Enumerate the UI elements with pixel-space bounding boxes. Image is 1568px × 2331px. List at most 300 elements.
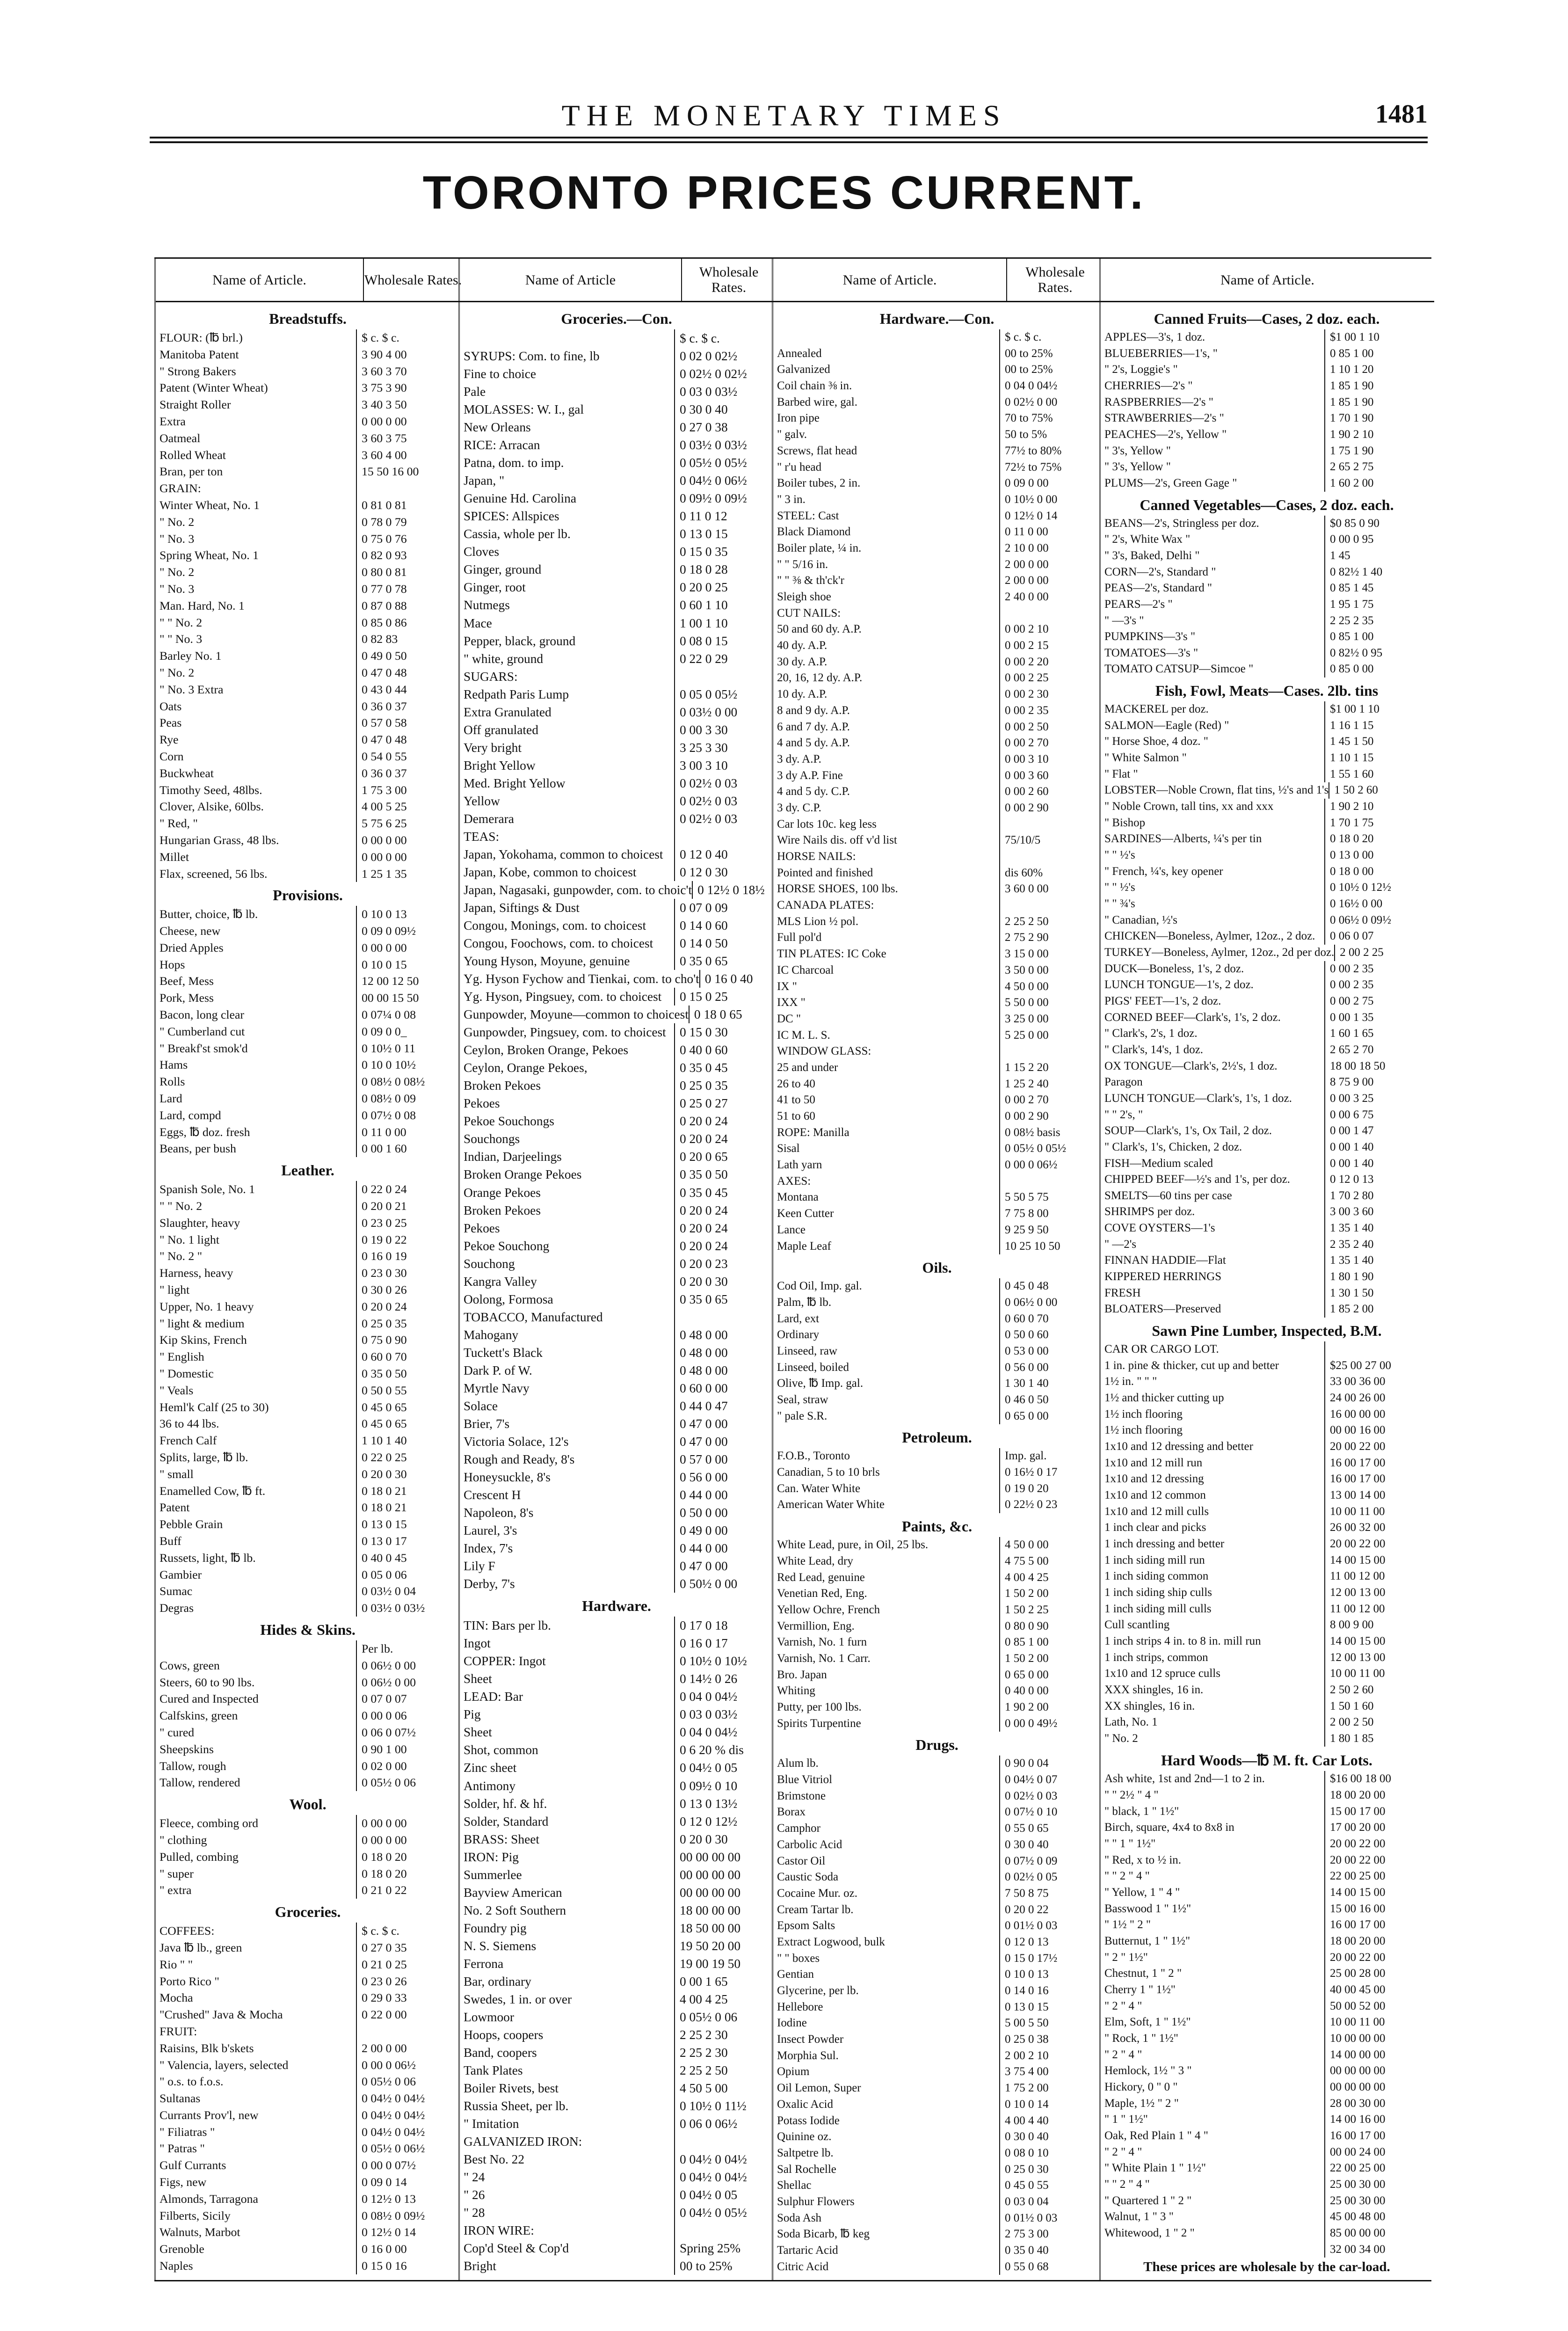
section-title: Groceries. <box>275 1903 341 1921</box>
wholesale-rate: 0 12 0 40 <box>674 845 773 863</box>
price-row <box>773 2243 1101 2259</box>
wholesale-rate: 0 47 0 00 <box>674 1433 773 1450</box>
wholesale-rate: 0 55 0 65 <box>999 1821 1101 1837</box>
wholesale-rate: 1 60 2 00 <box>1324 475 1433 492</box>
wholesale-rate: $0 85 0 90 <box>1324 516 1433 532</box>
wholesale-rate: 12 00 13 00 <box>1324 1585 1433 1601</box>
article-name: Ceylon, Broken Orange, Pekoes <box>464 1043 628 1057</box>
price-row <box>773 2015 1101 2032</box>
price-row <box>1101 1204 1433 1220</box>
article-name: Walnuts, Marbot <box>160 2225 240 2239</box>
wholesale-rate: 18 00 20 00 <box>1324 1787 1433 1804</box>
price-row <box>1101 1933 1433 1950</box>
article-name: CANADA PLATES: <box>777 899 874 912</box>
price-row <box>156 1231 460 1248</box>
price-row <box>156 956 460 973</box>
wholesale-rate: 25 00 28 00 <box>1324 1966 1433 1982</box>
article-name: " o.s. to f.o.s. <box>160 2075 224 2089</box>
price-row <box>1101 945 1433 961</box>
wholesale-rate: 0 06½ 0 00 <box>356 1674 460 1691</box>
wholesale-rate: 0 65 0 00 <box>999 1667 1101 1683</box>
article-name: Lowmoor <box>464 2010 514 2024</box>
wholesale-rate: 20 00 22 00 <box>1324 1852 1433 1869</box>
price-row <box>460 1759 773 1777</box>
article-name: Bright Yellow <box>464 758 536 772</box>
article-name: Japan, Nagasaki, gunpowder, com. to choic't <box>464 882 692 897</box>
article-name: 4 and 5 dy. A.P. <box>777 736 850 750</box>
wholesale-rate: 00 to 25% <box>999 362 1101 378</box>
article-name: Coil chain ⅜ in. <box>777 379 852 393</box>
price-row <box>773 508 1101 524</box>
wholesale-rate <box>674 668 773 685</box>
article-name: Barley No. 1 <box>160 649 222 663</box>
article-name: " 2's, White Wax " <box>1104 533 1191 546</box>
article-name: Mace <box>464 616 492 630</box>
wholesale-rate: 16 00 00 00 <box>1324 1406 1433 1423</box>
price-row <box>1101 1253 1433 1269</box>
wholesale-rate: 1 75 1 90 <box>1324 443 1433 459</box>
article-name: Pekoes <box>464 1221 500 1235</box>
wholesale-rate: 00 00 00 00 <box>1324 2079 1433 2096</box>
wholesale-rate: 0 30 0 26 <box>356 1282 460 1298</box>
wholesale-rate: 2 25 2 30 <box>674 2026 773 2044</box>
wholesale-rate: 0 50½ 0 00 <box>674 1575 773 1593</box>
price-row <box>773 816 1101 833</box>
price-row <box>1101 1341 1433 1358</box>
article-name: " No. 3 <box>160 532 195 546</box>
article-name: Can. Water White <box>777 1482 861 1495</box>
price-row <box>1101 1220 1433 1237</box>
article-name <box>156 1640 356 1657</box>
price-row <box>156 1849 460 1865</box>
wholesale-rate: 1 75 2 00 <box>999 2080 1101 2097</box>
wholesale-rate: 2 00 2 50 <box>1324 1714 1433 1731</box>
article-name: Japan, Yokohama, common to choicest <box>464 847 663 861</box>
wholesale-rate: 0 57 0 58 <box>356 714 460 731</box>
article-name: Extract Logwood, bulk <box>777 1935 885 1948</box>
wholesale-rate: 0 85 0 86 <box>356 614 460 631</box>
article-name: Cod Oil, Imp. gal. <box>777 1280 862 1293</box>
price-row <box>773 832 1101 849</box>
article-name: FISH—Medium scaled <box>1104 1157 1213 1170</box>
price-row <box>156 480 460 497</box>
article-name: " No. 1 light <box>160 1232 219 1246</box>
wholesale-rate: 0 00 0 00 <box>356 940 460 956</box>
price-row <box>1101 629 1433 645</box>
article-name: American Water White <box>777 1498 885 1511</box>
price-row <box>156 765 460 782</box>
article-name: FLOUR: (℔ brl.) <box>160 331 243 344</box>
article-name: " 24 <box>464 2170 485 2185</box>
price-row <box>773 1683 1101 1699</box>
wholesale-rate: 2 25 2 35 <box>1324 613 1433 629</box>
price-row <box>1101 2096 1433 2112</box>
wholesale-rate: 0 07 0 07 <box>356 1690 460 1707</box>
wholesale-rate: 0 10 0 13 <box>999 1967 1101 1983</box>
wholesale-rate: 0 11 0 00 <box>999 524 1101 540</box>
article-name: Sheet <box>464 1672 492 1686</box>
wholesale-rate: 00 to 25% <box>674 2257 773 2275</box>
article-name: IC Charcoal <box>777 963 834 976</box>
wholesale-rate: 32 00 34 00 <box>1324 2242 1433 2258</box>
wholesale-rate: 1 75 3 00 <box>356 782 460 799</box>
price-row <box>460 1741 773 1759</box>
article-name: Cassia, whole per lb. <box>464 527 571 541</box>
wholesale-rate: 1 90 2 00 <box>999 1699 1101 1716</box>
article-name: Pepper, black, ground <box>464 634 576 648</box>
wholesale-rate <box>674 2222 773 2239</box>
wholesale-rate <box>999 849 1101 865</box>
article-name: Filberts, Sicily <box>160 2208 231 2222</box>
wholesale-rate: 18 00 20 00 <box>1324 1933 1433 1950</box>
price-row <box>773 2064 1101 2080</box>
price-row <box>1101 2144 1433 2161</box>
article-name: Wire Nails dis. off v'd list <box>777 834 897 847</box>
price-row <box>460 1557 773 1575</box>
price-row <box>460 2097 773 2115</box>
wholesale-rate: 0 57 0 00 <box>674 1450 773 1468</box>
article-name: Almonds, Tarragona <box>160 2192 258 2206</box>
wholesale-rate: 0 01½ 0 03 <box>999 2210 1101 2227</box>
wholesale-rate: 20 00 22 00 <box>1324 1836 1433 1852</box>
article-name: Whiting <box>777 1684 815 1697</box>
wholesale-rate: 0 82 83 <box>356 631 460 648</box>
price-row <box>460 1219 773 1237</box>
article-name: Beef, Mess <box>160 974 214 988</box>
wholesale-rate: 0 85 1 00 <box>999 1634 1101 1651</box>
price-row <box>460 1450 773 1468</box>
article-name: " light <box>160 1283 190 1297</box>
article-name: Maple Leaf <box>777 1239 831 1253</box>
article-name: " extra <box>160 1883 192 1897</box>
wholesale-rate: 0 18 0 21 <box>356 1499 460 1516</box>
article-name: Yg. Hyson, Pingsuey, com. to choicest <box>464 990 662 1004</box>
article-name: Ordinary <box>777 1328 820 1341</box>
wholesale-rate: 0 15 0 35 <box>674 543 773 561</box>
article-name: Winter Wheat, No. 1 <box>160 498 260 512</box>
price-row <box>773 2032 1101 2048</box>
article-name: Off granulated <box>464 722 538 737</box>
article-name: Soda Bicarb, ℔ keg <box>777 2228 870 2241</box>
price-row <box>156 2073 460 2090</box>
price-row <box>773 378 1101 394</box>
wholesale-rate: 0 03 0 03½ <box>674 1705 773 1723</box>
wholesale-rate: 0 13 0 15 <box>999 1999 1101 2016</box>
price-row <box>460 2079 773 2097</box>
wholesale-rate: 0 04½ 0 07 <box>999 1772 1101 1788</box>
wholesale-rate: 2 65 2 75 <box>1324 459 1433 475</box>
article-name: Hungarian Grass, 48 lbs. <box>160 833 279 847</box>
wholesale-rate: 2 75 3 00 <box>999 2226 1101 2243</box>
wholesale-rate: 0 00 2 35 <box>1324 977 1433 993</box>
article-name: " White Salmon " <box>1104 751 1187 765</box>
article-name: Degras <box>160 1601 194 1615</box>
article-name: " Strong Bakers <box>160 364 236 378</box>
article-name: Congou, Foochows, com. to choicest <box>464 936 653 951</box>
wholesale-rate: 1 70 1 75 <box>1324 815 1433 831</box>
wholesale-rate: 1 90 2 10 <box>1324 427 1433 443</box>
wholesale-rate: 0 15 0 25 <box>674 988 773 1005</box>
wholesale-rate: 1 30 1 50 <box>1324 1285 1433 1302</box>
article-name: Keen Cutter <box>777 1207 834 1220</box>
wholesale-rate: 0 85 1 00 <box>1324 629 1433 645</box>
wholesale-rate: 0 60 0 70 <box>999 1311 1101 1327</box>
price-row <box>156 2124 460 2141</box>
wholesale-rate: 25 00 30 00 <box>1324 2193 1433 2209</box>
wholesale-rate: 2 25 2 30 <box>674 2044 773 2061</box>
wholesale-rate: 0 90 0 04 <box>999 1756 1101 1772</box>
wholesale-rate: 22 00 25 00 <box>1324 2160 1433 2177</box>
article-name: Lily F <box>464 1559 495 1573</box>
article-name: Canadian, 5 to 10 brls <box>777 1466 880 1479</box>
price-row <box>1101 1358 1433 1374</box>
article-name: Laurel, 3's <box>464 1523 517 1538</box>
wholesale-rate: 5 50 5 75 <box>999 1189 1101 1206</box>
article-name: " Veals <box>160 1383 194 1397</box>
article-name: Foundry pig <box>464 1921 527 1935</box>
article-name: White Lead, pure, in Oil, 25 lbs. <box>777 1538 929 1552</box>
wholesale-rate: 0 35 0 50 <box>356 1365 460 1382</box>
article-name: Eggs, ℔ doz. fresh <box>160 1125 250 1139</box>
article-name: BLOATERS—Preserved <box>1104 1303 1221 1316</box>
price-row <box>1101 329 1433 346</box>
wholesale-rate: 1 80 1 90 <box>1324 1269 1433 1285</box>
article-name: " cured <box>160 1725 195 1739</box>
wholesale-rate: 0 02 0 02½ <box>674 347 773 365</box>
article-name: 51 to 60 <box>777 1110 815 1122</box>
wholesale-rate: 0 25 0 35 <box>356 1315 460 1332</box>
price-row <box>460 810 773 828</box>
article-name: Dark P. of W. <box>464 1363 532 1377</box>
price-row <box>460 1379 773 1397</box>
price-row <box>773 1157 1101 1173</box>
wholesale-rate: 0 08½ 0 09 <box>356 1090 460 1107</box>
price-row <box>773 2097 1101 2113</box>
article-name: Gunpowder, Moyune—common to choicest <box>464 1007 689 1022</box>
article-name: LOBSTER—Noble Crown, flat tins, ½'s and 1's <box>1104 784 1329 797</box>
article-name: IXX " <box>777 996 806 1009</box>
article-name: Caustic Soda <box>777 1871 839 1884</box>
article-name: Oak, Red Plain 1 " 4 " <box>1104 2129 1208 2142</box>
wholesale-rate: 0 00 1 35 <box>1324 1010 1433 1026</box>
wholesale-rate: 15 00 17 00 <box>1324 1804 1433 1820</box>
price-row <box>1101 1156 1433 1172</box>
price-row <box>156 581 460 597</box>
price-row <box>460 2044 773 2061</box>
article-name: " Bishop <box>1104 816 1146 829</box>
article-name: Lard <box>160 1092 182 1106</box>
price-row <box>460 650 773 668</box>
article-name: MOLASSES: W. I., gal <box>464 402 584 417</box>
price-row <box>1101 2112 1433 2128</box>
article-name: Cocaine Mur. oz. <box>777 1887 857 1900</box>
section-title: Hardware.—Con. <box>879 310 995 327</box>
wholesale-rate: 0 48 0 00 <box>674 1344 773 1362</box>
wholesale-rate: 1 85 1 90 <box>1324 378 1433 394</box>
article-name: Sulphur Flowers <box>777 2195 855 2208</box>
article-name: " 3's, Yellow " <box>1104 444 1171 457</box>
price-row <box>1101 1601 1433 1617</box>
price-row <box>1101 2014 1433 2031</box>
article-name: 1x10 and 12 mill culls <box>1104 1505 1209 1518</box>
article-name: Castor Oil <box>777 1854 826 1867</box>
article-name: " r'u head <box>777 460 822 473</box>
price-row <box>156 940 460 956</box>
price-row <box>773 2145 1101 2162</box>
price-row <box>1101 1868 1433 1885</box>
wholesale-rate: 0 00 2 50 <box>999 719 1101 736</box>
wholesale-rate: 14 00 15 00 <box>1324 1552 1433 1569</box>
wholesale-rate: 14 00 16 00 <box>1324 2112 1433 2128</box>
article-name: " Canadian, ½'s <box>1104 913 1177 926</box>
article-name: Porto Rico " <box>160 1974 219 1988</box>
article-name: SOUP—Clark's, 1's, Ox Tail, 2 doz. <box>1104 1124 1272 1137</box>
wholesale-rate: 5 00 5 50 <box>999 2015 1101 2032</box>
article-name: Potass Iodide <box>777 2114 840 2127</box>
wholesale-rate: 0 85 1 00 <box>1324 346 1433 362</box>
price-row <box>773 1804 1101 1821</box>
price-row <box>156 2241 460 2258</box>
price-row <box>156 990 460 1006</box>
price-row <box>156 1707 460 1724</box>
column-header-name: Name of Article. <box>842 272 937 288</box>
wholesale-rate: 0 20 0 24 <box>356 1298 460 1315</box>
wholesale-rate: 0 05½ 0 06 <box>356 1774 460 1791</box>
price-row <box>773 1772 1101 1788</box>
wholesale-rate: 0 04 0 04½ <box>674 1723 773 1741</box>
wholesale-rate: 3 60 0 00 <box>999 881 1101 897</box>
article-name: BRASS: Sheet <box>464 1832 540 1846</box>
wholesale-rate: 0 82 0 93 <box>356 547 460 564</box>
wholesale-rate: 0 54 0 55 <box>356 748 460 765</box>
wholesale-rate: 0 15 0 17½ <box>999 1951 1101 1967</box>
wholesale-rate: $1 00 1 10 <box>1324 329 1433 346</box>
wholesale-rate: 0 47 0 00 <box>674 1415 773 1433</box>
price-row <box>1101 1666 1433 1682</box>
wholesale-rate: 0 04½ 0 04½ <box>356 2124 460 2141</box>
price-row <box>460 1652 773 1670</box>
wholesale-rate: 0 00 0 06½ <box>356 2057 460 2074</box>
wholesale-rate: 0 02½ 0 02½ <box>674 365 773 383</box>
price-row <box>773 1716 1101 1732</box>
price-row <box>773 1967 1101 1983</box>
price-row <box>156 2006 460 2023</box>
price-row <box>1101 2225 1433 2242</box>
wholesale-rate: 10 25 10 50 <box>999 1238 1101 1255</box>
wholesale-rate <box>1324 1341 1433 1358</box>
article-name: Broken Pekoes <box>464 1203 541 1217</box>
article-name: SPICES: Allspices <box>464 509 559 524</box>
running-head: THE MONETARY TIMES <box>561 99 1007 132</box>
wholesale-rate: 0 18 0 20 <box>1324 831 1433 847</box>
article-name: Young Hyson, Moyune, genuine <box>464 954 630 969</box>
price-row <box>460 1005 773 1023</box>
article-name: " " No. 3 <box>160 632 203 646</box>
article-name: Basswood 1 " 1½" <box>1104 1902 1191 1915</box>
wholesale-rate: 16 00 17 00 <box>1324 1471 1433 1487</box>
article-name: Hemlock, 1½ " 3 " <box>1104 2064 1192 2077</box>
price-row <box>1101 1804 1433 1820</box>
wholesale-rate: 0 06 0 07½ <box>356 1724 460 1741</box>
wholesale-rate: 19 50 20 00 <box>674 1937 773 1955</box>
price-row <box>156 531 460 547</box>
wholesale-rate: 0 12 0 13 <box>1324 1172 1433 1188</box>
article-name: " super <box>160 1866 194 1880</box>
wholesale-rate: 0 00 1 65 <box>674 1973 773 1990</box>
price-row <box>1101 613 1433 629</box>
wholesale-rate: 0 04½ 0 05 <box>674 1759 773 1777</box>
wholesale-rate: 0 16 0 19 <box>356 1248 460 1265</box>
article-name: Spanish Sole, No. 1 <box>160 1182 255 1196</box>
section-title: Canned Fruits—Cases, 2 doz. each. <box>1154 310 1380 327</box>
article-name: Crescent H <box>464 1488 521 1502</box>
article-name: Index, 7's <box>464 1541 513 1556</box>
wholesale-rate: Per lb. <box>356 1640 460 1657</box>
price-row <box>1101 1139 1433 1156</box>
price-row <box>773 1392 1101 1408</box>
article-name: Lance <box>777 1223 806 1236</box>
price-row <box>773 1586 1101 1602</box>
article-name: BEANS—2's, Stringless per doz. <box>1104 517 1259 530</box>
wholesale-rate: 0 13 0 00 <box>1324 847 1433 864</box>
wholesale-rate: 0 49 0 50 <box>356 648 460 664</box>
price-row <box>773 2194 1101 2210</box>
article-name: Borax <box>777 1806 806 1819</box>
article-name: F.O.B., Toronto <box>777 1450 850 1463</box>
price-row <box>1101 896 1433 912</box>
price-row <box>773 362 1101 378</box>
price-row <box>156 547 460 564</box>
price-row <box>773 1651 1101 1667</box>
article-name: Gentian <box>777 1968 814 1981</box>
price-row <box>156 597 460 614</box>
price-row <box>460 2204 773 2222</box>
wholesale-rate: 0 44 0 00 <box>674 1486 773 1504</box>
price-row <box>1101 378 1433 394</box>
price-row <box>1101 1042 1433 1058</box>
article-name: Ash white, 1st and 2nd—1 to 2 in. <box>1104 1772 1265 1785</box>
wholesale-rate: 4 00 4 40 <box>999 2113 1101 2129</box>
article-name: Enamelled Cow, ℔ ft. <box>160 1484 266 1498</box>
article-name: Best No. 22 <box>464 2152 525 2167</box>
price-row <box>773 1327 1101 1343</box>
price-row <box>156 714 460 731</box>
price-row <box>156 1583 460 1600</box>
price-row <box>460 1539 773 1557</box>
price-row <box>1101 1439 1433 1455</box>
price-row <box>773 1497 1101 1513</box>
wholesale-rate: 0 25 0 30 <box>999 2162 1101 2178</box>
wholesale-rate: 1 70 2 80 <box>1324 1188 1433 1204</box>
article-name: Grenoble <box>160 2242 204 2256</box>
wholesale-rate: 12 00 12 50 <box>356 973 460 990</box>
article-name: Saltpetre lb. <box>777 2146 834 2159</box>
article-name: Camphor <box>777 1822 820 1835</box>
article-name: Tartaric Acid <box>777 2244 838 2257</box>
article-name: Barbed wire, gal. <box>777 395 857 408</box>
article-name: " Rock, 1 " 1½" <box>1104 2032 1178 2045</box>
article-name: Japan, " <box>464 473 505 488</box>
wholesale-rate: 0 00 3 25 <box>1324 1091 1433 1107</box>
article-name: 41 to 50 <box>777 1093 815 1107</box>
article-name: " 2 " 4 " <box>1104 1999 1142 2012</box>
price-row <box>460 614 773 632</box>
price-row <box>1101 597 1433 613</box>
article-name: SARDINES—Alberts, ¼'s per tin <box>1104 832 1262 845</box>
wholesale-rate: 0 60 1 10 <box>674 596 773 614</box>
article-name: Linseed, boiled <box>777 1361 849 1374</box>
price-row <box>773 638 1101 654</box>
